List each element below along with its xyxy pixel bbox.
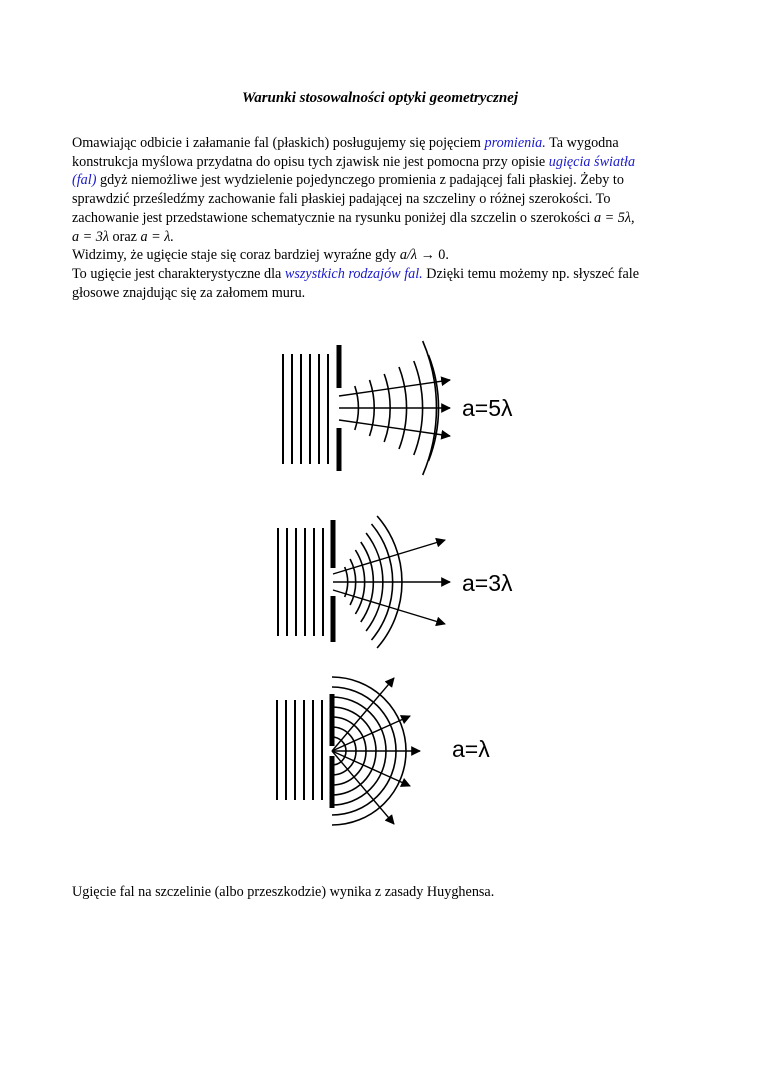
math-a3: a = 3λ [72, 228, 109, 245]
text-line-9: głosowe znajdując się za załomem muru. [72, 284, 306, 301]
figure-slit-5-lambda [283, 341, 450, 475]
text-line-4: sprawdzić prześledźmy zachowanie fali płaskiej padającej na szczeliny o różnej szerokości. To [72, 191, 611, 208]
label-a5: a=5λ [462, 395, 513, 421]
link-promienia[interactable]: promienia. [484, 135, 546, 151]
plane-wavefronts [278, 528, 323, 636]
text-line-2a: konstrukcja myślowa przydatna do opisu tych zjawisk nie jest pomocna przy opisie [72, 153, 549, 170]
math-a1: a = λ. [140, 228, 174, 245]
ray-arrows [333, 540, 450, 624]
text-line-5: zachowanie jest przedstawione schematycznie na rysunku poniżej dla szczelin o szerokości [72, 209, 594, 226]
math-ratio: a/λ [399, 247, 418, 264]
figure-slit-3-lambda [278, 516, 450, 648]
link-wszystkich-rodzajow-fal[interactable]: wszystkich rodzajów fal. [284, 265, 423, 282]
link-fal[interactable]: (fal) [72, 172, 97, 189]
label-a1: a=λ [452, 736, 490, 762]
link-ugiecia-swiatla[interactable]: ugięcia światła [548, 153, 636, 170]
math-a5: a = 5λ, [593, 209, 635, 226]
text-line-7: Widzimy, że ugięcie staje się coraz bardziej wyraźne gdy [72, 247, 400, 264]
text-line-8b: Dzięki temu możemy np. słyszeć fale [422, 265, 640, 282]
text-line-8a: To ugięcie jest charakterystyczne dla [72, 265, 285, 282]
math-limit: → 0. [417, 247, 449, 264]
figure-slit-1-lambda [277, 677, 420, 825]
plane-wavefronts [283, 354, 328, 464]
ray-arrows [332, 678, 420, 824]
text-line-3: gdyż niemożliwe jest wydzielenie pojedynczego promienia z padającej fali płaskiej. Żeby to [96, 172, 624, 189]
label-a3: a=3λ [462, 570, 513, 596]
text-line-1b: Ta wygodna [545, 135, 619, 151]
text-line-1a: Omawiając odbicie i załamanie fal (płaskich) posługujemy się pojęciem [72, 135, 485, 151]
plane-wavefronts [277, 700, 322, 800]
text-line-6: oraz [109, 228, 141, 245]
page-title: Warunki stosowalności optyki geometrycznej [242, 90, 518, 106]
caption: Ugięcie fal na szczelinie (albo przeszkodzie) wynika z zasady Huyghensa. [72, 884, 495, 900]
